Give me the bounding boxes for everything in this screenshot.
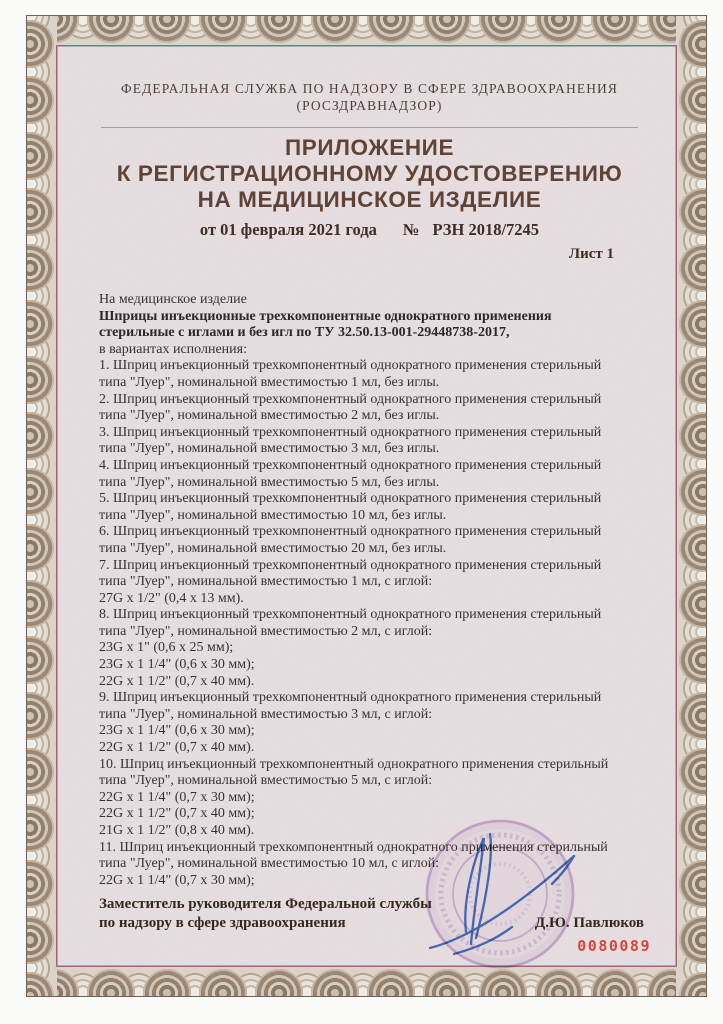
document-title-line3: НА МЕДИЦИНСКОЕ ИЗДЕЛИЕ bbox=[197, 187, 542, 212]
body-line: 22G x 1 1/4" (0,7 x 30 мм); bbox=[99, 872, 255, 888]
body-line: 6. Шприц инъекционный трехкомпонентный однократного применения стерильный bbox=[99, 524, 602, 540]
date-and-number-row bbox=[99, 219, 640, 241]
body-line: 11. Шприц инъекционный трехкомпонентный однократного применения стерильный bbox=[99, 839, 608, 855]
body-line: типа "Луер", номинальной вместимостью 3 мл, с иглой: bbox=[99, 706, 433, 722]
body-line: стерильные с иглами и без игл по ТУ 32.50.13-001-29448738-2017, bbox=[99, 325, 510, 341]
document-content bbox=[57, 46, 676, 966]
border-ornament-right bbox=[676, 16, 706, 996]
signer-title-line2: по надзору в сфере здравоохранения bbox=[99, 915, 346, 932]
agency-name-line1: ФЕДЕРАЛЬНАЯ СЛУЖБА ПО НАДЗОРУ В СФЕРЕ ЗДРАВООХРАНЕНИЯ bbox=[120, 81, 619, 96]
registration-number bbox=[403, 219, 539, 241]
body-line: типа "Луер", номинальной вместимостью 5 мл, без иглы. bbox=[99, 474, 440, 490]
number-sign: № bbox=[402, 220, 420, 239]
body-line: 2. Шприц инъекционный трехкомпонентный однократного применения стерильный bbox=[99, 391, 602, 407]
body-line: 23G x 1 1/4" (0,6 x 30 мм); bbox=[99, 657, 255, 673]
body-line: типа "Луер", номинальной вместимостью 10 мл, с иглой: bbox=[99, 856, 440, 872]
body-line: 23G x 1 1/4" (0,6 x 30 мм); bbox=[99, 723, 255, 739]
border-ornament-left bbox=[27, 16, 57, 996]
body-line: типа "Луер", номинальной вместимостью 1 мл, без иглы. bbox=[99, 374, 440, 390]
decorative-border bbox=[26, 15, 707, 997]
body-line: 22G x 1 1/2" (0,7 x 40 мм). bbox=[99, 673, 255, 689]
body-line: 8. Шприц инъекционный трехкомпонентный однократного применения стерильный bbox=[99, 607, 602, 623]
body-line: 3. Шприц инъекционный трехкомпонентный однократного применения стерильный bbox=[99, 424, 602, 440]
body-line: 21G x 1 1/2" (0,8 x 40 мм). bbox=[99, 823, 255, 838]
sheet-label: Лист 1 bbox=[568, 246, 614, 262]
border-ornament-top bbox=[27, 16, 706, 46]
body-line: 23G x 1" (0,6 x 25 мм); bbox=[99, 640, 234, 656]
body-line: типа "Луер", номинальной вместимостью 3 мл, без иглы. bbox=[99, 441, 440, 457]
document-paper bbox=[56, 45, 677, 967]
body-line: На медицинское изделие bbox=[99, 292, 247, 307]
body-line: типа "Луер", номинальной вместимостью 2 мл, без иглы. bbox=[99, 408, 440, 424]
header-divider bbox=[101, 127, 638, 128]
border-ornament-bottom bbox=[27, 966, 706, 996]
body-line: 1. Шприц инъекционный трехкомпонентный однократного применения стерильный bbox=[99, 358, 602, 374]
body-line: Шприцы инъекционные трехкомпонентные однократного применения bbox=[99, 308, 552, 324]
issue-date: от 01 февраля 2021 года bbox=[199, 220, 377, 239]
body-line: 4. Шприц инъекционный трехкомпонентный однократного применения стерильный bbox=[99, 457, 602, 473]
body-line: 9. Шприц инъекционный трехкомпонентный однократного применения стерильный bbox=[99, 690, 602, 706]
signer-title-line1: Заместитель руководителя Федеральной службы bbox=[99, 896, 432, 913]
body-line: типа "Луер", номинальной вместимостью 10 мл, без иглы. bbox=[99, 507, 447, 523]
agency-name-line2: (РОСЗДРАВНАДЗОР) bbox=[296, 98, 443, 113]
signer-name: Д.Ю. Павлюков bbox=[534, 915, 644, 932]
body-line: типа "Луер", номинальной вместимостью 5 мл, с иглой: bbox=[99, 773, 433, 789]
document-title-line1: ПРИЛОЖЕНИЕ bbox=[284, 135, 455, 160]
body-line: типа "Луер", номинальной вместимостью 2 мл, с иглой: bbox=[99, 623, 433, 639]
serial-number: 0080089 bbox=[577, 937, 651, 955]
body-line: 7. Шприц инъекционный трехкомпонентный однократного применения стерильный bbox=[99, 557, 602, 573]
body-lines bbox=[99, 292, 640, 889]
body-line: 10. Шприц инъекционный трехкомпонентный однократного применения стерильный bbox=[99, 756, 609, 772]
body-line: в вариантах исполнения: bbox=[99, 341, 247, 357]
body-line: 5. Шприц инъекционный трехкомпонентный однократного применения стерильный bbox=[99, 491, 602, 507]
body-line: типа "Луер", номинальной вместимостью 20 мл, без иглы. bbox=[99, 540, 447, 556]
document-title-line2: К РЕГИСТРАЦИОННОМУ УДОСТОВЕРЕНИЮ bbox=[116, 161, 623, 186]
body-line: 22G x 1 1/2" (0,7 x 40 мм); bbox=[99, 806, 255, 822]
number-value: РЗН 2018/7245 bbox=[432, 220, 540, 239]
signature-block bbox=[99, 895, 644, 933]
body-line: типа "Луер", номинальной вместимостью 1 мл, с иглой: bbox=[99, 574, 433, 590]
body-line: 22G x 1 1/2" (0,7 x 40 мм). bbox=[99, 740, 255, 756]
body-line: 27G x 1/2" (0,4 x 13 мм). bbox=[99, 590, 244, 606]
body-line: 22G x 1 1/4" (0,7 x 30 мм); bbox=[99, 789, 255, 805]
